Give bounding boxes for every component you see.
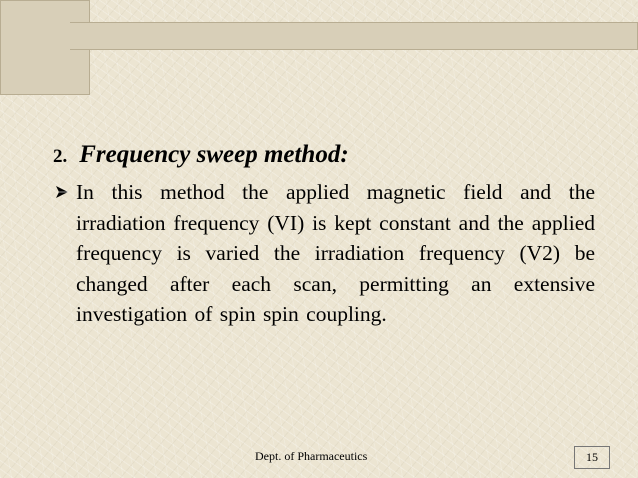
heading-title: Frequency sweep method: <box>79 141 349 168</box>
page-number: 15 <box>574 446 610 469</box>
decorative-top-bar <box>70 22 638 50</box>
heading-number: 2. <box>53 146 68 167</box>
footer-department: Dept. of Pharmaceutics <box>255 449 368 463</box>
bullet-text: In this method the applied magnetic field and the irradiation frequency (VI) is kept constant and the applied frequency is varied the irradiation frequency (V2) be changed after each scan, permitting an extensive investigation of spin spin coupling. <box>76 180 595 326</box>
arrow-bullet-icon <box>55 185 69 199</box>
bullet-item <box>55 177 595 330</box>
slide-heading <box>53 141 349 169</box>
